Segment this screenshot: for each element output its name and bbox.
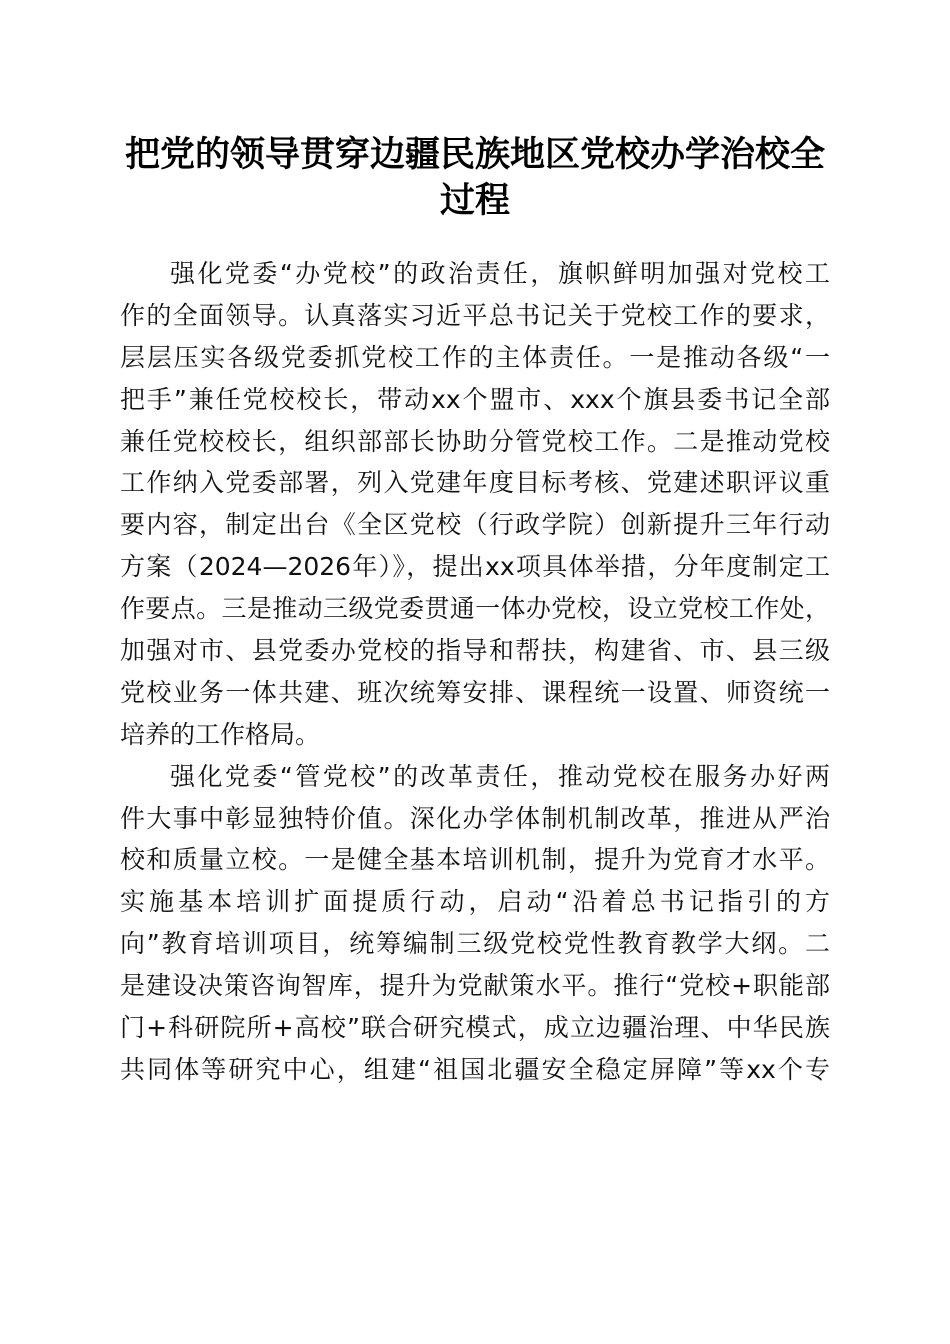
paragraph-line: 加强对市、县党委办党校的指导和帮扶，构建省、市、县三级 [120, 636, 830, 666]
paragraph-line: 方案（2024—2026年）》，提出xx项具体举措，分年度制定工 [120, 552, 830, 582]
paragraph-line: 工作纳入党委部署，列入党建年度目标考核、党建述职评议重 [120, 468, 830, 498]
paragraph-line: 门+科研院所+高校”联合研究模式，成立边疆治理、中华民族 [120, 1013, 830, 1043]
paragraph-2 [120, 756, 830, 1091]
paragraph-line: 共同体等研究中心，组建“祖国北疆安全稳定屏障”等xx个专 [120, 1054, 830, 1084]
title-line-1: 把党的领导贯穿边疆民族地区党校办学治校全 [124, 134, 825, 175]
paragraph-line: 党校业务一体共建、班次统筹安排、课程统一设置、师资统一 [120, 677, 830, 707]
paragraph-line: 作要点。三是推动三级党委贯通一体办党校，设立党校工作处， [120, 594, 830, 624]
document-body [120, 253, 830, 1091]
paragraph-line: 兼任党校校长，组织部部长协助分管党校工作。二是推动党校 [120, 426, 830, 456]
paragraph-line: 培养的工作格局。 [120, 719, 321, 749]
paragraph-line: 层层压实各级党委抓党校工作的主体责任。一是推动各级“一 [120, 342, 830, 372]
paragraph-line: 是建设决策咨询智库，提升为党献策水平。推行“党校+职能部 [120, 971, 830, 1001]
paragraph-line: 强化党委“管党校”的改革责任，推动党校在服务办好两 [170, 761, 830, 791]
paragraph-line: 要内容，制定出台《全区党校（行政学院）创新提升三年行动 [120, 510, 830, 540]
paragraph-line: 作的全面领导。认真落实习近平总书记关于党校工作的要求， [120, 300, 830, 330]
paragraph-1 [120, 253, 830, 756]
paragraph-line: 件大事中彰显独特价值。深化办学体制机制改革，推进从严治 [120, 803, 830, 833]
paragraph-line: 强化党委“办党校”的政治责任，旗帜鲜明加强对党校工 [170, 259, 830, 288]
paragraph-line: 校和质量立校。一是健全基本培训机制，提升为党育才水平。 [120, 845, 830, 875]
document-title [110, 132, 840, 224]
title-line-2: 过程 [439, 180, 510, 221]
paragraph-line: 实施基本培训扩面提质行动，启动“沿着总书记指引的方 [120, 887, 830, 917]
paragraph-line: 把手”兼任党校校长，带动xx个盟市、xxx个旗县委书记全部 [120, 384, 830, 414]
paragraph-line: 向”教育培训项目，统筹编制三级党校党性教育教学大纲。二 [120, 929, 830, 959]
